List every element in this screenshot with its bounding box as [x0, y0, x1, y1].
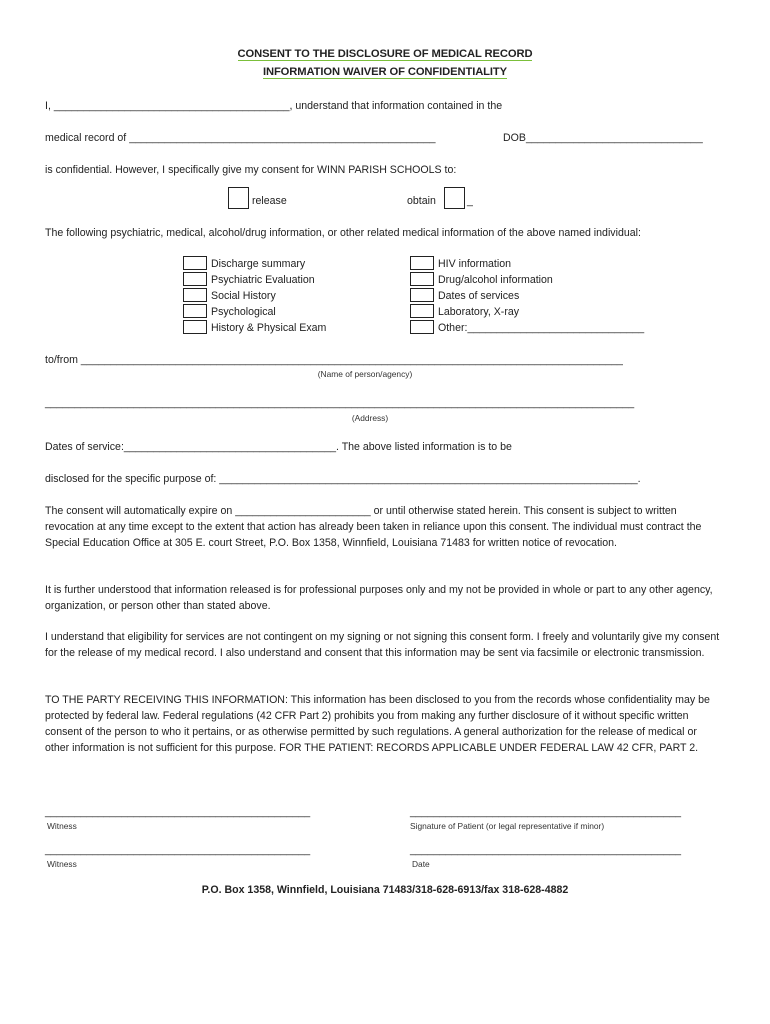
address-caption: (Address)	[351, 413, 389, 423]
expiration-paragraph: The consent will automatically expire on _______________________ or until otherwise stated herein. This consent is subject to written revocation at any time except to the extent that action has already been taken in reliance upon this consent. The individual must contract the Special Education Office at 305 E. court Street, P.O. Box 1358, Winnfield, Louisiana 71483 for written notice of revocation.	[45, 505, 702, 549]
checkbox-psychological[interactable]	[183, 304, 207, 318]
specific-purpose-line[interactable]: disclosed for the specific purpose of: _______________________________________________________________________.	[45, 473, 641, 485]
checkbox-hiv-information[interactable]	[410, 256, 434, 270]
checkbox-drug-alcohol-information[interactable]	[410, 272, 434, 286]
witness2-signature-line[interactable]: _____________________________________________	[45, 844, 311, 856]
label-psychological: Psychological	[211, 306, 276, 318]
medical-record-line[interactable]: medical record of ____________________________________________________	[45, 132, 436, 144]
eligibility-paragraph: I understand that eligibility for services are not contingent on my signing or not signing this consent form. I freely and voluntarily give my consent for the release of my medical record. I also understand and consent that this information may be sent via facsimile or electronic transmission.	[45, 631, 720, 659]
dob-line[interactable]: DOB______________________________	[503, 132, 703, 144]
patient-signature-line[interactable]: ______________________________________________	[410, 806, 682, 818]
form-title-line1: CONSENT TO THE DISCLOSURE OF MEDICAL RECORD	[237, 48, 533, 60]
confidential-statement: is confidential. However, I specifically give my consent for WINN PARISH SCHOOLS to:	[45, 164, 457, 176]
professional-purpose-paragraph: It is further understood that information released is for professional purposes only and my not be provided in whole or part to any other agency, organization, or person other than stated above.	[45, 584, 713, 612]
witness1-label: Witness	[47, 821, 77, 831]
patient-signature-label: Signature of Patient (or legal representative if minor)	[410, 821, 605, 831]
footer-address: P.O. Box 1358, Winnfield, Louisiana 71483/318-628-6913/fax 318-628-4882	[201, 884, 569, 896]
date-line[interactable]: ______________________________________________	[410, 844, 682, 856]
label-drug-alcohol-information: Drug/alcohol information	[438, 274, 553, 286]
label-hiv-information: HIV information	[438, 258, 512, 270]
label-psychiatric-evaluation: Psychiatric Evaluation	[211, 274, 315, 286]
label-social-history: Social History	[211, 290, 276, 302]
to-from-caption: (Name of person/agency)	[317, 369, 413, 379]
obtain-label: obtain	[407, 195, 436, 207]
checkbox-social-history[interactable]	[183, 288, 207, 302]
obtain-checkbox[interactable]	[444, 187, 465, 209]
label-laboratory-xray: Laboratory, X-ray	[438, 306, 520, 318]
checkbox-dates-of-services[interactable]	[410, 288, 434, 302]
label-history-physical-exam: History & Physical Exam	[211, 322, 327, 334]
checkbox-laboratory-xray[interactable]	[410, 304, 434, 318]
checkbox-other[interactable]	[410, 320, 434, 334]
checkbox-history-physical-exam[interactable]	[183, 320, 207, 334]
dates-of-service-line[interactable]: Dates of service:____________________________________. The above listed information is to be	[45, 441, 512, 453]
label-other[interactable]: Other:______________________________	[438, 322, 645, 334]
patient-name-line[interactable]: I, ________________________________________, understand that information contained in the	[45, 100, 503, 112]
release-label: release	[252, 195, 287, 207]
label-discharge-summary: Discharge summary	[211, 258, 306, 270]
label-dates-of-services: Dates of services	[438, 290, 520, 302]
witness1-signature-line[interactable]: _____________________________________________	[45, 806, 311, 818]
obtain-underscore: _	[467, 195, 473, 207]
checkbox-psychiatric-evaluation[interactable]	[183, 272, 207, 286]
following-statement: The following psychiatric, medical, alcohol/drug information, or other related medical information of the above named individual:	[45, 227, 641, 239]
release-checkbox[interactable]	[228, 187, 249, 209]
receiving-party-paragraph: TO THE PARTY RECEIVING THIS INFORMATION: This information has been disclosed to you from the records whose confidentiality may be protected by federal law. Federal regulations (42 CFR Part 2) prohibits you from making any further disclosure of it without specific written consent of the person to who it pertains, or as otherwise permitted by such regulations. A general authorization for the release of medical or other information is not sufficient for this purpose. FOR THE PATIENT: RECORDS APPLICABLE UNDER FEDERAL LAW 42 CFR, PART 2.	[45, 694, 710, 754]
witness2-label: Witness	[47, 859, 77, 869]
form-title-line2: INFORMATION WAIVER OF CONFIDENTIALITY	[262, 66, 508, 78]
date-label: Date	[412, 859, 430, 869]
address-line[interactable]: ____________________________________________________________________________________________________	[45, 397, 635, 409]
checkbox-discharge-summary[interactable]	[183, 256, 207, 270]
to-from-line[interactable]: to/from ____________________________________________________________________________________________	[45, 354, 623, 366]
